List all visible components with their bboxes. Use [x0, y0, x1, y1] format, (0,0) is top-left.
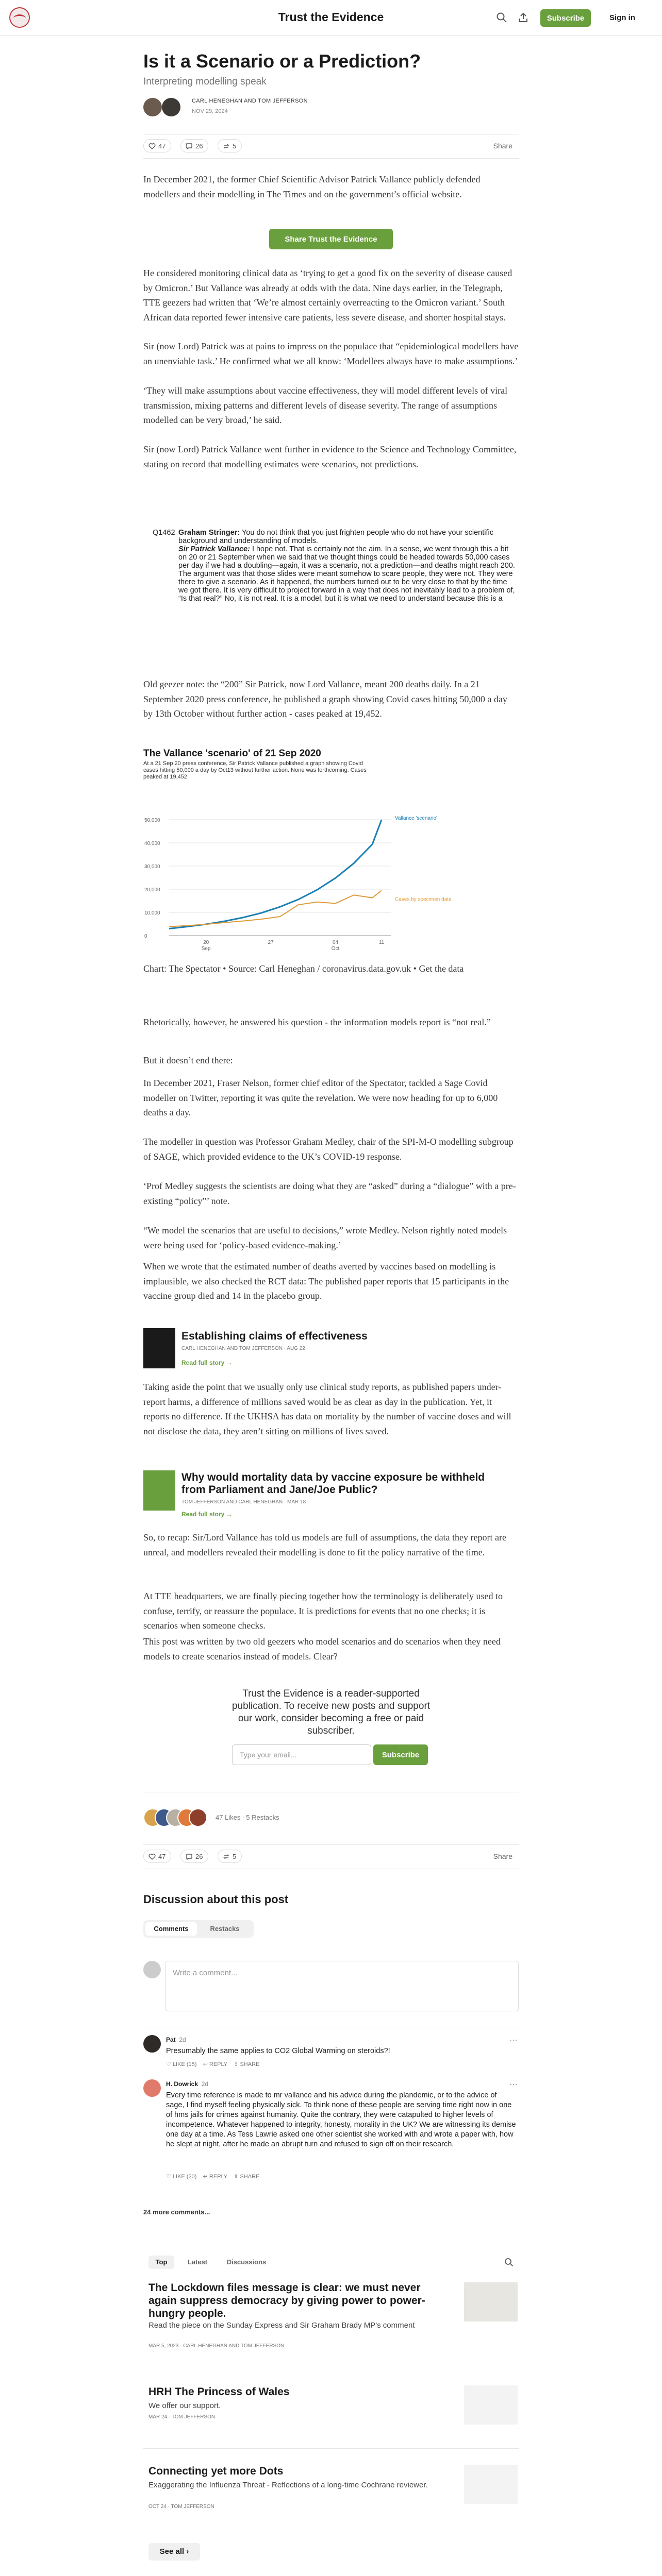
restack-button[interactable]	[218, 139, 242, 152]
restack-button[interactable]	[218, 1850, 242, 1863]
more-options-icon[interactable]: ⋯	[509, 2036, 518, 2045]
share-publication-button[interactable]: Share Trust the Evidence	[269, 229, 393, 249]
read-full-story-link[interactable]: Read full story →	[181, 1511, 233, 1518]
tab-latest[interactable]: Latest	[187, 2258, 208, 2266]
x-tick-label: Oct	[331, 946, 340, 952]
restack-count: 5	[233, 1853, 237, 1860]
quote-speaker: Graham Stringer:	[178, 529, 240, 537]
y-tick-label: 20,000	[144, 887, 160, 893]
y-tick-label: 40,000	[144, 841, 160, 846]
like-count: 47	[158, 142, 166, 150]
like-count: 47	[158, 1853, 166, 1860]
quote-speaker: Sir Patrick Vallance:	[178, 545, 250, 553]
like-button[interactable]	[143, 139, 171, 152]
discussion-tabs	[143, 1920, 254, 1938]
y-tick-label: 10,000	[144, 910, 160, 916]
paragraph: Old geezer note: the “200” Sir Patrick, now Lord Vallance, meant 200 deaths daily. In a 21 September 2020 press conference, he published a graph showing Covid cases hitting 50,000 a day by 13th October without further action - cases peaked at 19,452.	[143, 679, 507, 719]
user-avatar	[143, 1961, 161, 1978]
sign-in-link[interactable]: Sign in	[609, 13, 635, 22]
restack-icon	[223, 1853, 230, 1860]
read-full-story-link[interactable]: Read full story →	[181, 1359, 233, 1366]
archive-post-title[interactable]: The Lockdown files message is clear: we must never again suppress democracy by giving power to power-hungry people.	[148, 2282, 425, 2319]
series-label: Cases by specimen date	[395, 896, 452, 903]
chart-subtitle: At a 21 Sep 20 press conference, Sir Patrick Vallance published a graph showing Covid cases hitting 50,000 a day by Oct13 without further action. None was forthcoming. Cases peaked at 19,452	[143, 760, 367, 780]
x-tick-label: 27	[268, 940, 274, 945]
comment-text: Every time reference is made to mr vallance and his advice during the plandemic, or to the advice of sage, I find myself feeling physically sick. To think none of these people are serving time right now in one of hms jails for crimes against humanity. Quite the contrary, they were catapulted to higher levels of incompetence. Whatever happened to integrity, honesty, morality in the UK? We are witnessing its demise one day at a time. As Tess Lawrie asked one other scientist she worked with and wrote a paper with, how he slept at night, after he made an abrupt turn and refused to sign off on their research.	[166, 2091, 516, 2148]
paragraph: But it doesn’t end there:	[143, 1055, 233, 1065]
comment-share-button[interactable]: SHARE	[240, 2174, 260, 2180]
heart-icon	[148, 1853, 156, 1860]
tab-comments[interactable]: Comments	[145, 1922, 197, 1936]
search-icon[interactable]	[504, 2258, 514, 2267]
x-tick-label: 20	[203, 940, 209, 945]
share-icon[interactable]	[518, 12, 529, 23]
comment-input[interactable]: Write a comment...	[165, 1961, 519, 2011]
subscribe-button[interactable]: Subscribe	[540, 9, 591, 27]
comment-date: 2d	[201, 2080, 209, 2088]
comment-reply-button[interactable]: REPLY	[209, 2061, 227, 2067]
comment-like-button[interactable]: LIKE (15)	[172, 2061, 197, 2067]
commenter-name[interactable]: H. Dowrick 2d	[166, 2080, 209, 2088]
tab-top[interactable]: Top	[148, 2256, 174, 2269]
comment-actions: ♡ LIKE (15) ↩ REPLY ⇪ SHARE	[166, 2061, 260, 2067]
email-input[interactable]: Type your email...	[232, 1744, 371, 1765]
paragraph: This post was written by two old geezers who model scenarios and do scenarios when they need models to create scenarios instead of models. Clear?	[143, 1636, 501, 1662]
comment-text: Presumably the same applies to CO2 Global Warming on steroids?!	[166, 2047, 390, 2055]
paragraph: Sir (now Lord) Patrick Vallance went further in evidence to the Science and Technology Committee, stating on record that modelling estimates were scenarios, not predictions.	[143, 444, 517, 469]
archive-post-thumbnail[interactable]	[464, 2282, 518, 2321]
paragraph: Taking aside the point that we usually only use clinical study reports, as published papers under-report harms, a difference of millions saved would be as clear as day in the publication. Yet, it reports no difference. If the UKHSA has data on mortality by the number of vaccine doses and will not disclose the data, they aren’t sitting on millions of lives saved.	[143, 1382, 511, 1436]
share-link[interactable]: Share	[493, 1852, 512, 1860]
restacks-count-link[interactable]: ∙ 5 Restacks	[242, 1814, 279, 1821]
y-tick-label: 50,000	[144, 818, 160, 823]
paragraph: He considered monitoring clinical data as ‘trying to get a good fix on the severity of disease caused by Omicron.’ But Vallance was already at odds with the data. Nine days earlier, in the Telegraph, TTE geezers had written that ‘We’re almost certainly overreacting to the Omicron variant.’ South African data reported fewer intensive care patients, less severe disease, and shorter hospital stays.	[143, 268, 512, 323]
archive-post-desc: We offer our support.	[148, 2401, 221, 2410]
author-avatar[interactable]	[143, 98, 162, 116]
discussion-heading: Discussion about this post	[143, 1893, 289, 1906]
embed-thumbnail[interactable]	[143, 1328, 175, 1368]
comment-share-button[interactable]: SHARE	[240, 2061, 260, 2067]
like-button[interactable]	[143, 1850, 171, 1863]
paragraph: So, to recap: Sir/Lord Vallance has told us models are full of assumptions, the data they report are unreal, and modellers revealed their modelling is done to fit the policy narrative of the time.	[143, 1532, 506, 1557]
embed-meta: TOM JEFFERSON AND CARL HENEGHAN · MAR 18	[181, 1499, 306, 1505]
post-actions-bottom	[143, 1844, 519, 1869]
quote-text: I hope not. That is certainly not the aim. In a sense, we went through this a bit on 20 or 21 September when we said that we thought things could be headed towards 50,000 cases per day if we had a doubling—again, it was a scenario, not a prediction—and deaths might reach 200. The argument was that those slides were meant somehow to scare people, they were not. They were there to give a scenario. As it happened, the numbers turned out to be very close to that by the time we got there. It is very difficult to project forward in a way that does not inevitably lead to a problem of, “Is that real?” No, it is not real. It is a model, but it is what we need to understand because this is a	[178, 545, 515, 603]
archive-post-thumbnail[interactable]	[464, 2385, 518, 2425]
y-tick-label: 30,000	[144, 864, 160, 870]
paragraph: In December 2021, the former Chief Scientific Advisor Patrick Vallance publicly defended modellers and their modelling in The Times and on the government’s official website.	[143, 174, 481, 199]
x-tick-label: Sep	[201, 946, 211, 952]
byline[interactable]: CARL HENEGHAN AND TOM JEFFERSON	[192, 98, 308, 104]
subscribe-prompt	[143, 1688, 519, 1737]
y-tick-label: 0	[144, 934, 147, 939]
heart-icon	[148, 143, 156, 150]
restack-count: 5	[233, 142, 237, 150]
comment-icon	[186, 1853, 193, 1860]
embed-meta: CARL HENEGHAN AND TOM JEFFERSON · AUG 22	[181, 1346, 305, 1351]
comment-actions: ♡ LIKE (20) ↩ REPLY ⇪ SHARE	[166, 2174, 260, 2180]
paragraph: When we wrote that the estimated number of deaths averted by vaccines based on modelling is implausible, we also checked the RCT data: The published paper reports that 15 participants in the vaccine group died and 14 in the placebo group.	[143, 1261, 509, 1301]
tab-discussions[interactable]: Discussions	[226, 2258, 267, 2266]
archive-post-desc: Read the piece on the Sunday Express and Sir Graham Brady MP's comment	[148, 2321, 415, 2330]
search-icon[interactable]	[496, 12, 507, 23]
liker-avatar[interactable]	[189, 1808, 207, 1827]
comment-like-button[interactable]: LIKE (20)	[172, 2174, 197, 2180]
paragraph: “We model the scenarios that are useful to decisions,” wrote Medley. Nelson rightly noted models were being used for ‘policy-based evidence-making.’	[143, 1225, 507, 1250]
chart-title: The Vallance 'scenario' of 21 Sep 2020	[143, 748, 321, 759]
chart-caption: Chart: The Spectator • Source: Carl Heneghan / coronavirus.data.gov.uk • Get the data	[143, 963, 464, 974]
paragraph: At TTE headquarters, we are finally piecing together how the terminology is deliberately used to confuse, terrify, or reassure the populace. It is predictions for events that no one checks; it is scenarios when someone checks.	[143, 1591, 503, 1631]
author-avatar[interactable]	[162, 98, 180, 116]
archive-post-title[interactable]: HRH The Princess of Wales	[148, 2386, 290, 2398]
share-link[interactable]: Share	[493, 142, 512, 150]
paragraph: Rhetorically, however, he answered his question - the information models report is “not real.”	[143, 1017, 491, 1027]
likes-summary	[216, 1814, 279, 1821]
likes-row	[143, 1808, 519, 1829]
embed-thumbnail[interactable]	[143, 1470, 175, 1511]
vallance-chart	[143, 745, 453, 956]
tab-restacks[interactable]: Restacks	[210, 1925, 240, 1933]
embed-title[interactable]: Why would mortality data by vaccine exposure be withheld from Parliament and Jane/Joe Public?	[181, 1471, 485, 1496]
comment-icon	[186, 143, 193, 150]
archive-tabs	[143, 2253, 519, 2271]
likes-count-link[interactable]: 47 Likes	[216, 1814, 241, 1821]
archive-post-meta: MAR 24 · TOM JEFFERSON	[148, 2414, 216, 2420]
comment-count: 26	[195, 142, 203, 150]
comment-date: 2d	[179, 2036, 186, 2043]
archive-post-desc: Exaggerating the Influenza Threat - Reflections of a long-time Cochrane reviewer.	[148, 2481, 428, 2489]
series-label: Vallance 'scenario'	[395, 816, 438, 821]
comment-button[interactable]	[180, 1850, 208, 1863]
subscribe-button[interactable]: Subscribe	[373, 1744, 428, 1765]
commenter-avatar[interactable]	[143, 2079, 161, 2097]
x-tick-label: 04	[332, 940, 339, 945]
x-tick-label: 11	[378, 940, 385, 945]
paragraph: Sir (now Lord) Patrick was at pains to impress on the populace that “epidemiological modellers have an unenviable task.’ He confirmed what we all know: ‘Modellers always have to make assumptions.’	[143, 341, 519, 366]
commenter-name[interactable]: Pat 2d	[166, 2036, 186, 2043]
quote-text: You do not think that you just frighten people who do not have your scientific background and understanding of models.	[178, 529, 493, 545]
commenter-avatar[interactable]	[143, 2035, 161, 2053]
paragraph: The modeller in question was Professor Graham Medley, chair of the SPI-M-O modelling subgroup of SAGE, which provided evidence to the UK’s COVID-19 response.	[143, 1137, 514, 1162]
post-title: Is it a Scenario or a Prediction?	[143, 50, 421, 72]
subscribe-text: Trust the Evidence is a reader-supported publication. To receive new posts and support our work, consider becoming a free or paid subscriber.	[231, 1688, 431, 1736]
top-bar	[0, 0, 662, 36]
site-title[interactable]: Trust the Evidence	[278, 10, 384, 24]
archive-post-thumbnail[interactable]	[464, 2465, 518, 2504]
archive-post-title[interactable]: Connecting yet more Dots	[148, 2465, 284, 2477]
see-all-button[interactable]: See all ›	[148, 2543, 200, 2561]
embed-title[interactable]: Establishing claims of effectiveness	[181, 1330, 368, 1342]
paragraph: In December 2021, Fraser Nelson, former chief editor of the Spectator, tackled a Sage Covid modeller on Twitter, reporting it was quite the revelation. We were now heading for up to 6,000 deaths a day.	[143, 1078, 498, 1117]
comment-count: 26	[195, 1853, 203, 1860]
post-subtitle: Interpreting modelling speak	[143, 76, 267, 87]
comment-button[interactable]	[180, 139, 208, 152]
post-date: NOV 29, 2024	[192, 108, 228, 114]
question-id: Q1462	[153, 529, 175, 537]
more-comments-link[interactable]: 24 more comments...	[143, 2208, 210, 2216]
archive-post-meta: MAR 5, 2023 · CARL HENEGHAN AND TOM JEFFERSON	[148, 2343, 285, 2349]
line-chart	[143, 745, 453, 956]
archive-post-meta: OCT 24 · TOM JEFFERSON	[148, 2504, 214, 2510]
paragraph: ‘They will make assumptions about vaccine effectiveness, they will model different levels of viral transmission, mixing patterns and different levels of disease severity. The range of assumptions modelled can be very broad,’ he said.	[143, 385, 508, 425]
post-actions-top	[143, 134, 519, 159]
restack-icon	[223, 143, 230, 150]
paragraph: ‘Prof Medley suggests the scientists are doing what they are “asked” during a “dialogue” with a pre-existing “policy”’ note.	[143, 1181, 516, 1206]
more-options-icon[interactable]: ⋯	[509, 2080, 518, 2089]
comment-reply-button[interactable]: REPLY	[209, 2174, 227, 2180]
